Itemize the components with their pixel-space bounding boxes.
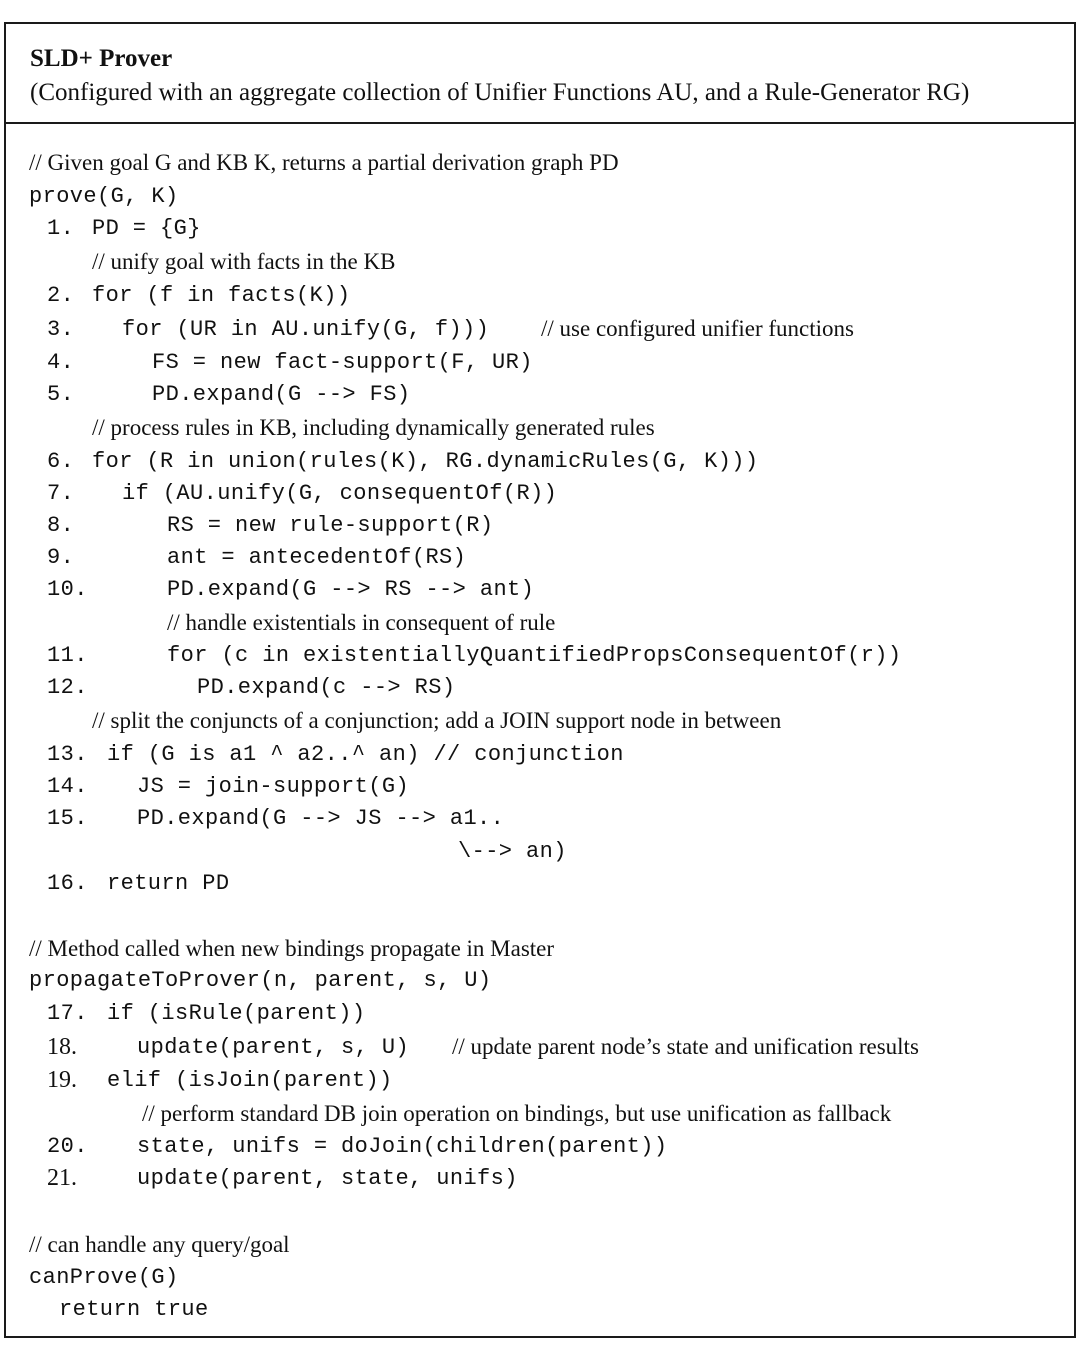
code-line: if (AU.unify(G, consequentOf(R))	[122, 481, 558, 506]
code-line: for (f in facts(K))	[92, 283, 351, 308]
line-number: 5.	[47, 382, 75, 407]
code-line: ant = antecedentOf(RS)	[167, 545, 467, 570]
code-comment: // split the conjuncts of a conjunction; add a JOIN support node in between	[92, 708, 782, 733]
code-line-continuation: \--> an)	[458, 839, 567, 864]
code-comment: // handle existentials in consequent of rule	[167, 610, 556, 635]
prove-signature: prove(G, K)	[29, 184, 179, 209]
code-line: return PD	[107, 871, 230, 896]
line-number: 18.	[47, 1034, 77, 1060]
code-line: PD.expand(G --> JS --> a1..	[137, 806, 505, 831]
code-line: return true	[59, 1297, 209, 1322]
line-number: 11.	[47, 643, 88, 668]
algorithm-title: SLD+ Prover	[30, 45, 173, 72]
propagate-comment: // Method called when new bindings propagate in Master	[29, 936, 555, 961]
line-number: 7.	[47, 481, 75, 506]
code-line: FS = new fact-support(F, UR)	[152, 350, 533, 375]
code-line: elif (isJoin(parent))	[107, 1068, 393, 1093]
line-number: 14.	[47, 774, 88, 799]
code-line: update(parent, state, unifs)	[137, 1166, 518, 1191]
line-number: 10.	[47, 577, 88, 602]
line-number: 21.	[47, 1165, 77, 1191]
code-line: PD.expand(c --> RS)	[197, 675, 456, 700]
code-line: state, unifs = doJoin(children(parent))	[137, 1134, 668, 1159]
canprove-signature: canProve(G)	[29, 1265, 179, 1290]
propagate-signature: propagateToProver(n, parent, s, U)	[29, 968, 492, 993]
code-comment: // update parent node’s state and unification results	[452, 1034, 919, 1059]
code-line: PD.expand(G --> FS)	[152, 382, 411, 407]
code-line: JS = join-support(G)	[137, 774, 410, 799]
code-line: PD = {G}	[92, 216, 201, 241]
line-number: 8.	[47, 513, 75, 538]
code-comment: // process rules in KB, including dynamically generated rules	[92, 415, 655, 440]
line-number: 15.	[47, 806, 88, 831]
algorithm-subtitle: (Configured with an aggregate collection of Unifier Functions AU, and a Rule-Generator RG)	[30, 79, 970, 106]
line-number: 6.	[47, 449, 75, 474]
code-comment: // use configured unifier functions	[541, 316, 854, 341]
algorithm-header	[6, 24, 1074, 124]
line-number: 17.	[47, 1001, 88, 1026]
code-line: if (G is a1 ^ a2..^ an) // conjunction	[107, 742, 624, 767]
line-number: 16.	[47, 871, 88, 896]
code-line: PD.expand(G --> RS --> ant)	[167, 577, 535, 602]
line-number: 9.	[47, 545, 75, 570]
code-line: RS = new rule-support(R)	[167, 513, 494, 538]
line-number: 4.	[47, 350, 75, 375]
code-comment: // unify goal with facts in the KB	[92, 249, 396, 274]
code-comment: // perform standard DB join operation on bindings, but use unification as fallback	[142, 1101, 892, 1126]
code-line: for (c in existentiallyQuantifiedPropsConsequentOf(r))	[167, 643, 902, 668]
code-line: update(parent, s, U)	[137, 1035, 410, 1060]
prove-comment: // Given goal G and KB K, returns a partial derivation graph PD	[29, 150, 619, 175]
code-line: if (isRule(parent))	[107, 1001, 366, 1026]
code-line: for (UR in AU.unify(G, f)))	[122, 317, 490, 342]
line-number: 12.	[47, 675, 88, 700]
line-number: 20.	[47, 1134, 88, 1159]
line-number: 1.	[47, 216, 75, 241]
line-number: 3.	[47, 317, 75, 342]
line-number: 2.	[47, 283, 75, 308]
code-line: for (R in union(rules(K), RG.dynamicRules(G, K)))	[92, 449, 759, 474]
line-number: 19.	[47, 1067, 77, 1093]
canprove-comment: // can handle any query/goal	[29, 1232, 290, 1257]
line-number: 13.	[47, 742, 88, 767]
